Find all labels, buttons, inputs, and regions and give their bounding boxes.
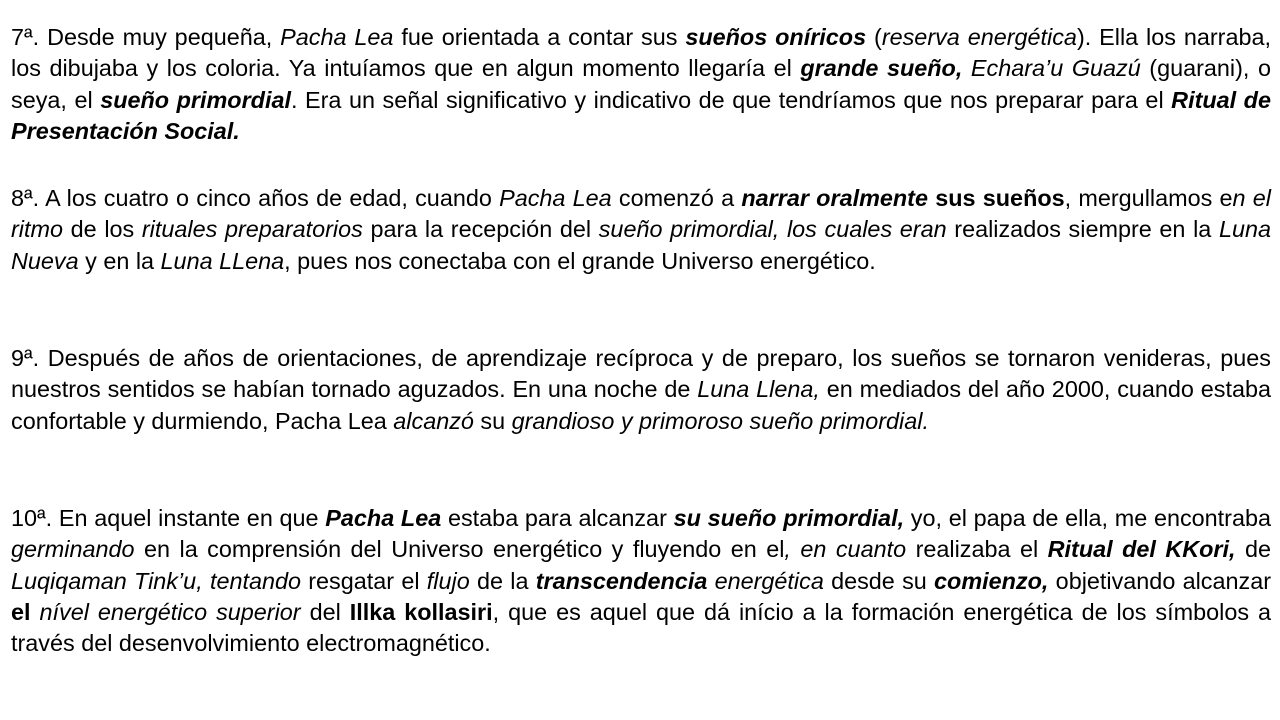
text-run: resgatar el — [301, 567, 427, 594]
paragraph-9 — [11, 343, 1271, 437]
text-run: Pacha Lea — [499, 185, 612, 211]
text-run: yo, el papa de ella, me encontraba — [904, 505, 1271, 531]
text-run: para la recepción del — [362, 216, 599, 243]
text-run: de la — [469, 567, 536, 594]
text-run: , pues nos conectaba con el grande Universo energético. — [284, 247, 876, 274]
text-run: alcanzó — [393, 407, 474, 434]
text-run: Pacha Lea — [325, 505, 442, 531]
text-run: narrar oralmente — [741, 185, 928, 211]
text-run: en la comprensión del Universo energético y fluyendo en el — [134, 536, 785, 563]
text-run: comenzó a — [611, 185, 742, 211]
text-run: , que es aquel que dá início a la formación energética de los símbolos a través del desenvolvimiento electromagnético. — [11, 598, 1272, 657]
text-run: Echara’u Guazú — [970, 55, 1141, 82]
text-run: en mediados del año 2000, cuando estaba confortable y durmiendo, Pacha Lea — [11, 376, 1272, 434]
text-run: , en cuanto — [784, 536, 907, 563]
text-run: el — [11, 598, 31, 625]
text-run: grande sueño, — [800, 55, 963, 82]
text-run: desde su — [823, 567, 935, 594]
text-run: (guarani), o seya, el — [11, 55, 1272, 113]
text-run: realizaba el — [906, 536, 1048, 563]
text-run — [31, 599, 40, 625]
text-run: , mergullamos e — [1064, 185, 1233, 211]
text-run: objetivando alcanzar — [1048, 567, 1271, 594]
text-run: 9ª. Después de años de orientaciones, de aprendizaje recíproca y de preparo, los sueños se tornaron venideras, pues nuestros sentidos se habían tornado aguzados. En una noche de — [11, 345, 1271, 403]
text-run: flujo — [426, 567, 470, 594]
text-run: fue orientada a contar sus — [393, 24, 686, 50]
text-run: del — [300, 598, 350, 625]
text-run: transcendencia — [535, 567, 708, 594]
text-run: Luqiqaman Tink’u, tentando — [11, 567, 301, 594]
text-run: Ritual de Presentación Social. — [11, 86, 1271, 144]
text-run: 8ª. A los cuatro o cinco años de edad, cuando — [11, 185, 500, 211]
text-run: germinando — [11, 536, 135, 563]
text-run — [962, 55, 971, 81]
text-run: rituales preparatorios — [141, 216, 363, 243]
text-run: reserva energética — [881, 24, 1077, 50]
text-run: n el ritmo — [11, 185, 1271, 243]
text-run: Illka kollasiri — [349, 598, 493, 625]
text-run: Ritual del KKori, — [1047, 536, 1236, 563]
paragraph-10 — [11, 503, 1271, 659]
text-run: 10ª. En aquel instante en que — [11, 505, 326, 531]
text-run: Pacha Lea — [280, 24, 394, 50]
text-run — [707, 568, 714, 594]
text-run: . Era un señal significativo y indicativo de que tendríamos que nos preparar para el — [290, 86, 1172, 113]
text-run: Luna Nueva — [11, 216, 1271, 274]
text-run: comienzo, — [934, 567, 1049, 594]
text-run: sus sueños — [927, 185, 1065, 211]
text-run: 7ª. Desde muy pequeña, — [11, 24, 281, 50]
text-run: su sueño primordial, — [673, 505, 905, 531]
text-run: sueños oníricos — [685, 24, 867, 50]
text-run: de los — [62, 216, 142, 243]
text-run: Luna LLena — [160, 247, 285, 274]
paragraph-7 — [11, 22, 1271, 147]
text-run: ( — [866, 24, 882, 50]
text-run: realizados siempre en la — [946, 216, 1219, 243]
text-run: energética — [714, 567, 824, 594]
text-run: estaba para alcanzar — [441, 505, 674, 531]
text-run: su — [473, 407, 512, 434]
text-run: ). Ella los narraba, los dibujaba y los coloria. Ya intuíamos que en algun momento llegaría el — [11, 24, 1271, 82]
text-run: sueño primordial — [100, 86, 291, 113]
paragraph-8 — [11, 183, 1271, 277]
text-run: sueño primordial, los cuales eran — [598, 216, 947, 243]
text-run: y en la — [78, 247, 161, 274]
text-run: grandioso y primoroso sueño primordial. — [511, 407, 929, 434]
text-run: Luna Llena, — [697, 376, 820, 403]
text-run: de — [1235, 536, 1271, 563]
text-run: nível energético superior — [39, 598, 301, 625]
